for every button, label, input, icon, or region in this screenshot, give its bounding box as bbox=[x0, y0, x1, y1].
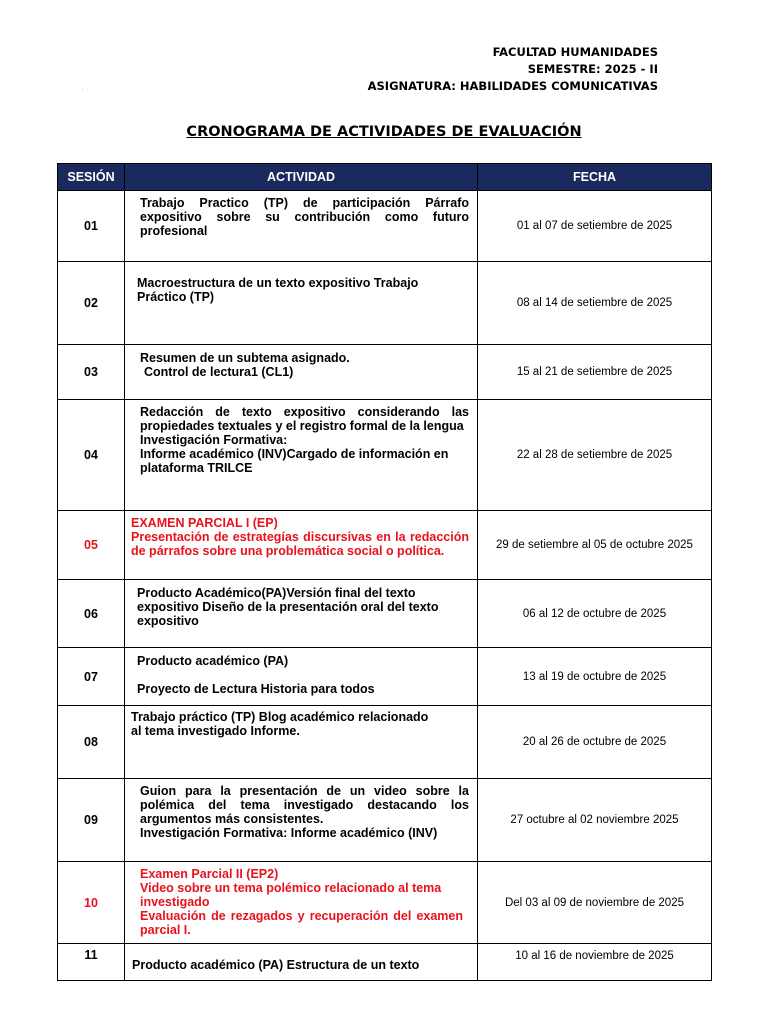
date-cell: 27 octubre al 02 noviembre 2025 bbox=[478, 779, 712, 862]
table-row bbox=[58, 779, 712, 862]
table-row bbox=[58, 400, 712, 511]
session-cell: 07 bbox=[58, 648, 125, 706]
faculty-label: FACULTAD HUMANIDADES bbox=[492, 45, 658, 59]
activity-line: Investigación Formativa: Informe académico (INV) bbox=[140, 826, 438, 840]
date-cell: 13 al 19 de octubre de 2025 bbox=[478, 648, 712, 706]
stray-mark: . bbox=[82, 86, 84, 92]
activity-cell bbox=[125, 706, 478, 779]
table-row bbox=[58, 345, 712, 400]
date-cell: 06 al 12 de octubre de 2025 bbox=[478, 580, 712, 648]
session-cell: 10 bbox=[58, 862, 125, 944]
activity-cell bbox=[125, 944, 478, 981]
session-cell: 02 bbox=[58, 262, 125, 345]
date-cell: Del 03 al 09 de noviembre de 2025 bbox=[478, 862, 712, 944]
table-row bbox=[58, 580, 712, 648]
activity-line: Macroestructura de un texto expositivo Trabajo Práctico (TP) bbox=[137, 276, 419, 304]
activity-line: Informe académico (INV)Cargado de información en plataforma TRILCE bbox=[140, 447, 449, 475]
session-cell: 03 bbox=[58, 345, 125, 400]
activity-line: Producto Académico(PA)Versión final del texto expositivo Diseño de la presentación oral del texto expositivo bbox=[137, 586, 439, 628]
activity-line: Redacción de texto expositivo considerando las propiedades textuales y el registro formal de la lengua bbox=[140, 405, 469, 433]
date-cell: 01 al 07 de setiembre de 2025 bbox=[478, 191, 712, 262]
course-label: ASIGNATURA: HABILIDADES COMUNICATIVAS bbox=[367, 79, 658, 93]
column-header-activity: ACTIVIDAD bbox=[125, 164, 478, 191]
date-cell: 08 al 14 de setiembre de 2025 bbox=[478, 262, 712, 345]
activity-cell bbox=[125, 262, 478, 345]
table-row bbox=[58, 511, 712, 580]
schedule-table bbox=[57, 163, 712, 981]
column-header-session: SESIÓN bbox=[58, 164, 125, 191]
session-cell: 04 bbox=[58, 400, 125, 511]
activity-line: Investigación Formativa: bbox=[140, 433, 288, 447]
activity-line: Trabajo práctico (TP) Blog académico relacionado al tema investigado Informe. bbox=[131, 710, 429, 738]
table-row bbox=[58, 262, 712, 345]
date-cell: 22 al 28 de setiembre de 2025 bbox=[478, 400, 712, 511]
activity-line: Producto académico (PA) bbox=[137, 654, 289, 668]
session-cell: 01 bbox=[58, 191, 125, 262]
date-cell: 15 al 21 de setiembre de 2025 bbox=[478, 345, 712, 400]
date-cell: 10 al 16 de noviembre de 2025 bbox=[478, 944, 712, 981]
activity-cell bbox=[125, 511, 478, 580]
table-row bbox=[58, 862, 712, 944]
activity-cell bbox=[125, 779, 478, 862]
activity-line: Resumen de un subtema asignado. bbox=[140, 351, 350, 365]
session-cell: 11 bbox=[58, 944, 125, 981]
activity-line: Evaluación de rezagados y recuperación del examen parcial I. bbox=[140, 909, 463, 937]
table-row bbox=[58, 944, 712, 981]
table-row bbox=[58, 191, 712, 262]
session-cell: 05 bbox=[58, 511, 125, 580]
page-title: CRONOGRAMA DE ACTIVIDADES DE EVALUACIÓN bbox=[186, 124, 582, 140]
activity-line: Examen Parcial II (EP2) bbox=[140, 867, 279, 881]
table-header-row bbox=[58, 164, 712, 191]
session-cell: 09 bbox=[58, 779, 125, 862]
activity-cell bbox=[125, 648, 478, 706]
column-header-date: FECHA bbox=[478, 164, 712, 191]
activity-cell bbox=[125, 345, 478, 400]
session-cell: 06 bbox=[58, 580, 125, 648]
activity-line: Video sobre un tema polémico relacionado al tema investigado bbox=[140, 881, 442, 909]
activity-line: Control de lectura1 (CL1) bbox=[144, 365, 294, 379]
activity-cell bbox=[125, 191, 478, 262]
activity-cell bbox=[125, 862, 478, 944]
table-row bbox=[58, 706, 712, 779]
activity-line: Trabajo Practico (TP) de participación Párrafo expositivo sobre su contribución como futuro profesional bbox=[140, 196, 469, 238]
semester-label: SEMESTRE: 2025 - II bbox=[527, 62, 658, 76]
activity-line: Producto académico (PA) Estructura de un texto bbox=[132, 958, 420, 972]
document-header bbox=[368, 44, 658, 95]
activity-line: EXAMEN PARCIAL I (EP) bbox=[131, 516, 278, 530]
activity-line: Proyecto de Lectura Historia para todos bbox=[137, 682, 375, 696]
activity-line: Guion para la presentación de un video sobre la polémica del tema investigado destacando los argumentos más consistentes. bbox=[140, 784, 469, 826]
activity-cell bbox=[125, 580, 478, 648]
activity-line: Presentación de estrategías discursivas en la redacción de párrafos sobre una problemática social o política. bbox=[131, 530, 469, 558]
table-row bbox=[58, 648, 712, 706]
date-cell: 20 al 26 de octubre de 2025 bbox=[478, 706, 712, 779]
date-cell: 29 de setiembre al 05 de octubre 2025 bbox=[478, 511, 712, 580]
activity-cell bbox=[125, 400, 478, 511]
session-cell: 08 bbox=[58, 706, 125, 779]
